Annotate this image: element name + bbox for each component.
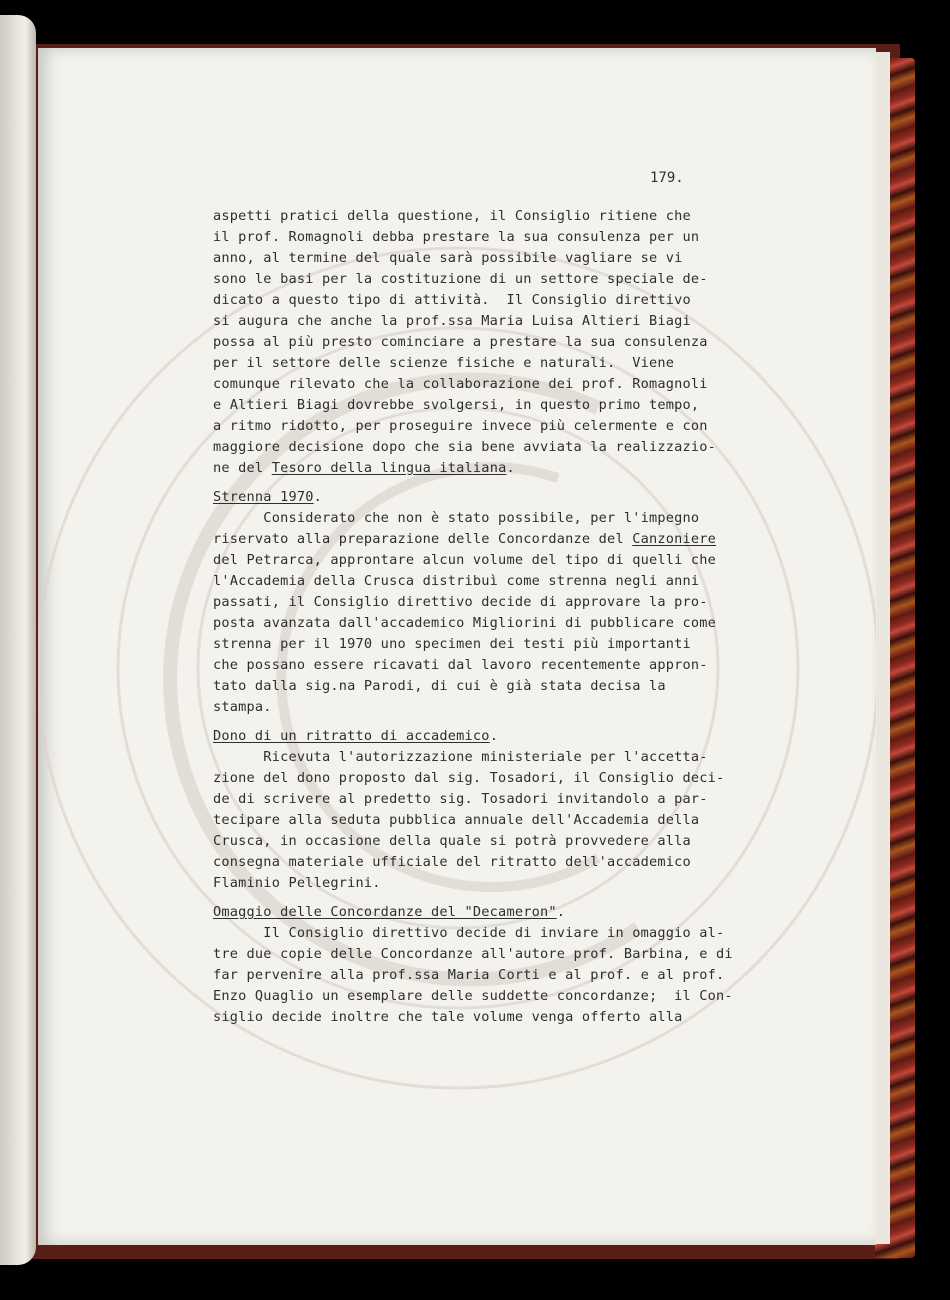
text-line: Il Consiglio direttivo decide di inviare in omaggio al- — [213, 925, 725, 941]
paragraph-strenna — [213, 508, 773, 718]
text-line: aspetti pratici della questione, il Consiglio ritiene che — [213, 208, 691, 224]
text-line: sono le basi per la costituzione di un settore speciale de- — [213, 271, 708, 287]
paragraph-dono — [213, 747, 773, 894]
text-line: Ricevuta l'autorizzazione ministeriale per l'accetta- — [213, 749, 708, 765]
text-line: posta avanzata dall'accademico Migliorini di pubblicare come — [213, 615, 717, 631]
title-canzoniere: Canzoniere — [632, 531, 717, 547]
text-line: far pervenire alla prof.ssa Maria Corti e al prof. e al prof. — [213, 967, 725, 983]
text-line: Enzo Quaglio un esemplare delle suddette concordanze; il Con- — [213, 988, 733, 1004]
text-line: il prof. Romagnoli debba prestare la sua consulenza per un — [213, 229, 700, 245]
text-line: tre due copie delle Concordanze all'autore prof. Barbina, e di — [213, 946, 733, 962]
page-number: 179. — [650, 170, 684, 186]
text-line: Flaminio Pellegrini. — [213, 875, 381, 891]
text-line: tato dalla sig.na Parodi, di cui è già stata decisa la — [213, 678, 666, 694]
document-page — [38, 48, 876, 1245]
text-line: e Altieri Biagi dovrebbe svolgersi, in questo primo tempo, — [213, 397, 700, 413]
text-line: che possano essere ricavati dal lavoro recentemente appron- — [213, 657, 708, 673]
text-line: stampa. — [213, 699, 272, 715]
heading-strenna — [213, 487, 773, 508]
heading-suffix: . — [556, 904, 566, 920]
text-span: . — [506, 460, 515, 476]
text-line: comunque rilevato che la collaborazione dei prof. Romagnoli — [213, 376, 708, 392]
text-line: possa al più presto cominciare a prestare la sua consulenza — [213, 334, 708, 350]
text-line: si augura che anche la prof.ssa Maria Luisa Altieri Biagi — [213, 313, 691, 329]
text-line: l'Accademia della Crusca distribuì come strenna negli anni — [213, 573, 700, 589]
paragraph-omaggio — [213, 923, 773, 1028]
heading-omaggio — [213, 902, 773, 923]
text-line: de di scrivere al predetto sig. Tosadori invitandolo a par- — [213, 791, 708, 807]
heading-suffix: . — [489, 728, 499, 744]
text-line: passati, il Consiglio direttivo decide di approvare la pro- — [213, 594, 708, 610]
text-line — [213, 458, 773, 479]
text-line: a ritmo ridotto, per proseguire invece più celermente e con — [213, 418, 708, 434]
facing-page-edge — [0, 15, 36, 1265]
text-line: zione del dono proposto dal sig. Tosadori, il Consiglio deci- — [213, 770, 725, 786]
text-line: siglio decide inoltre che tale volume venga offerto alla — [213, 1009, 683, 1025]
body-text — [213, 206, 773, 1028]
heading-suffix: . — [313, 489, 323, 505]
text-span: ne del — [213, 460, 272, 476]
heading-text: Strenna 1970 — [213, 489, 314, 505]
heading-text: Dono di un ritratto di accademico — [213, 728, 490, 744]
text-line: anno, al termine del quale sarà possibile vagliare se vi — [213, 250, 683, 266]
heading-text: Omaggio delle Concordanze del "Decameron" — [213, 904, 557, 920]
text-line: tecipare alla seduta pubblica annuale dell'Accademia della — [213, 812, 700, 828]
text-line: dicato a questo tipo di attività. Il Consiglio direttivo — [213, 292, 691, 308]
text-line: per il settore delle scienze fisiche e naturali. Viene — [213, 355, 675, 371]
text-span: riservato alla preparazione delle Concordanze del — [213, 531, 633, 547]
title-tesoro: Tesoro della lingua italiana — [271, 460, 507, 476]
text-line: maggiore decisione dopo che sia bene avviata la realizzazio- — [213, 439, 717, 455]
paragraph-intro — [213, 206, 773, 479]
text-line: consegna materiale ufficiale del ritratto dell'accademico — [213, 854, 691, 870]
text-line — [213, 529, 773, 550]
heading-dono — [213, 726, 773, 747]
text-line: Crusca, in occasione della quale si potrà provvedere alla — [213, 833, 691, 849]
text-line: del Petrarca, approntare alcun volume del tipo di quelli che — [213, 552, 717, 568]
text-line: strenna per il 1970 uno specimen dei testi più importanti — [213, 636, 691, 652]
text-line: Considerato che non è stato possibile, per l'impegno — [213, 510, 700, 526]
